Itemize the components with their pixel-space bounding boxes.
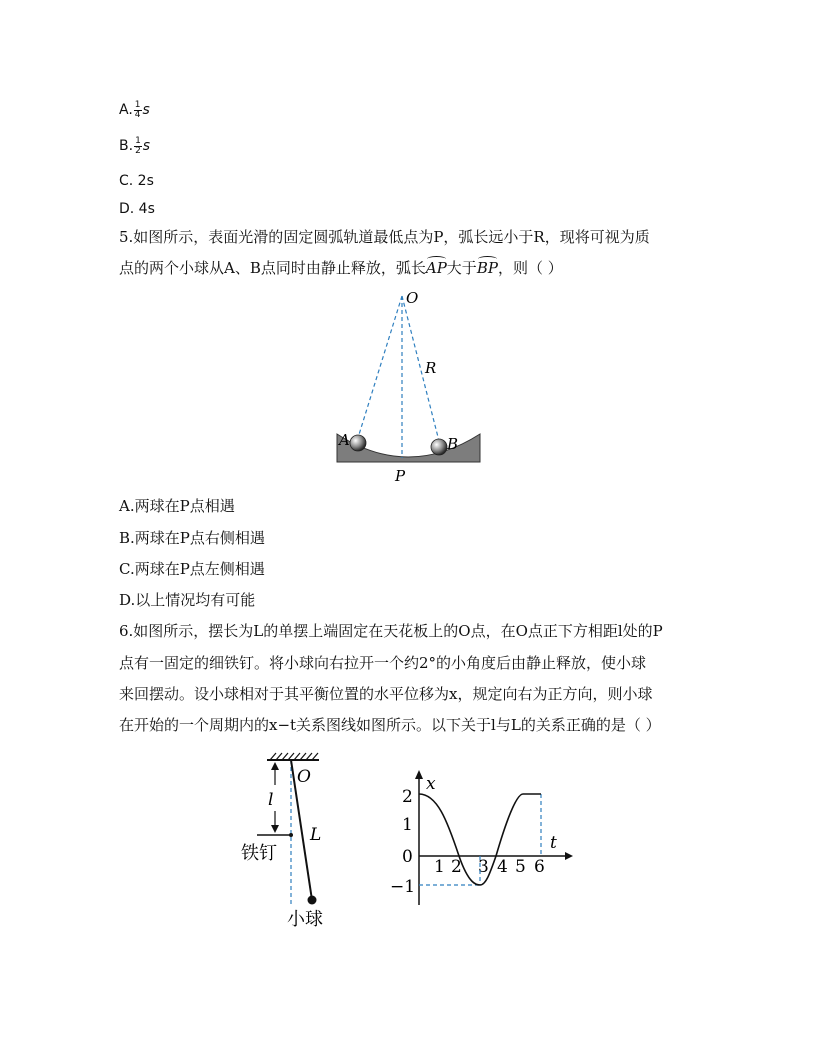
label-b: B	[447, 435, 459, 453]
x-tick-3: 3	[478, 857, 489, 877]
pendulum-figure	[235, 745, 365, 940]
x-axis-arrow	[565, 852, 573, 860]
q5-option-b: B.两球在P点右侧相遇	[119, 529, 265, 547]
q6-stem-line-4: 在开始的一个周期内的x−t关系图线如图所示。以下关于l与L的关系正确的是（ ）	[119, 716, 661, 734]
label-nail: 铁钉	[241, 843, 277, 864]
radius-left	[357, 296, 402, 441]
q5-option-d: D.以上情况均有可能	[119, 591, 256, 609]
arc-bp: BP	[476, 259, 498, 277]
x-tick-4: 4	[497, 857, 508, 877]
xt-graph	[385, 765, 585, 915]
q5-option-a: A.两球在P点相遇	[119, 497, 235, 515]
fraction-half: $\frac{1}{2}$	[135, 135, 141, 156]
y-axis-arrow	[415, 770, 423, 779]
y-tick-0: 0	[402, 847, 413, 867]
pendulum-ball	[308, 896, 317, 905]
q6-stem-line-1: 6.如图所示，摆长为L的单摆上端固定在天花板上的O点，在O点正下方相距l处的P	[119, 622, 663, 640]
x-tick-6: 6	[534, 857, 545, 877]
q5-stem-line-2: 点的两个小球从A、B点同时由静止释放，弧长AP大于BP，则（ ）	[119, 259, 563, 277]
label-ball: 小球	[287, 909, 323, 930]
label-o: O	[406, 289, 419, 307]
option-q4-b: B. $\frac{1}{2}$ s	[119, 135, 151, 156]
option-q4-a: A. $\frac{1}{4}$ s	[119, 99, 150, 120]
l-arrowhead-down	[271, 825, 279, 833]
q5-stem-line-1: 5.如图所示，表面光滑的固定圆弧轨道最低点为P，弧长远小于R，现将可视为质	[119, 228, 650, 246]
x-tick-2: 2	[451, 857, 462, 877]
nail-point	[289, 833, 293, 837]
label-l-small: l	[268, 790, 274, 810]
option-q4-d: D. 4s	[119, 201, 155, 217]
q6-stem-line-2: 点有一固定的细铁钉。将小球向右拉开一个约2°的小角度后由静止释放，使小球	[119, 654, 647, 672]
y-tick-neg1: −1	[390, 877, 416, 897]
arc-track-figure	[330, 286, 490, 486]
x-tick-1: 1	[434, 857, 445, 877]
q6-stem-line-3: 来回摆动。设小球相对于其平衡位置的水平位移为x，规定向右为正方向，则小球	[119, 685, 653, 703]
option-q4-c: C. 2s	[119, 173, 154, 189]
l-arrowhead-up	[271, 762, 279, 770]
ball-a	[350, 435, 366, 451]
ball-b	[431, 439, 447, 455]
label-o: O	[297, 767, 311, 787]
x-tick-5: 5	[515, 857, 526, 877]
label-r: R	[425, 359, 437, 377]
y-axis-label: x	[426, 774, 436, 794]
label-p: P	[395, 467, 406, 485]
label-a: A	[339, 431, 350, 449]
q5-option-c: C.两球在P点左侧相遇	[119, 560, 265, 578]
x-axis-label: t	[550, 833, 557, 853]
arc-ap: AP	[425, 259, 447, 277]
y-tick-1: 1	[402, 815, 413, 835]
fraction-quarter: $\frac{1}{4}$	[134, 99, 141, 120]
label-l-big: L	[310, 825, 322, 845]
y-tick-2: 2	[402, 787, 413, 807]
ceiling-hatch	[270, 753, 318, 760]
